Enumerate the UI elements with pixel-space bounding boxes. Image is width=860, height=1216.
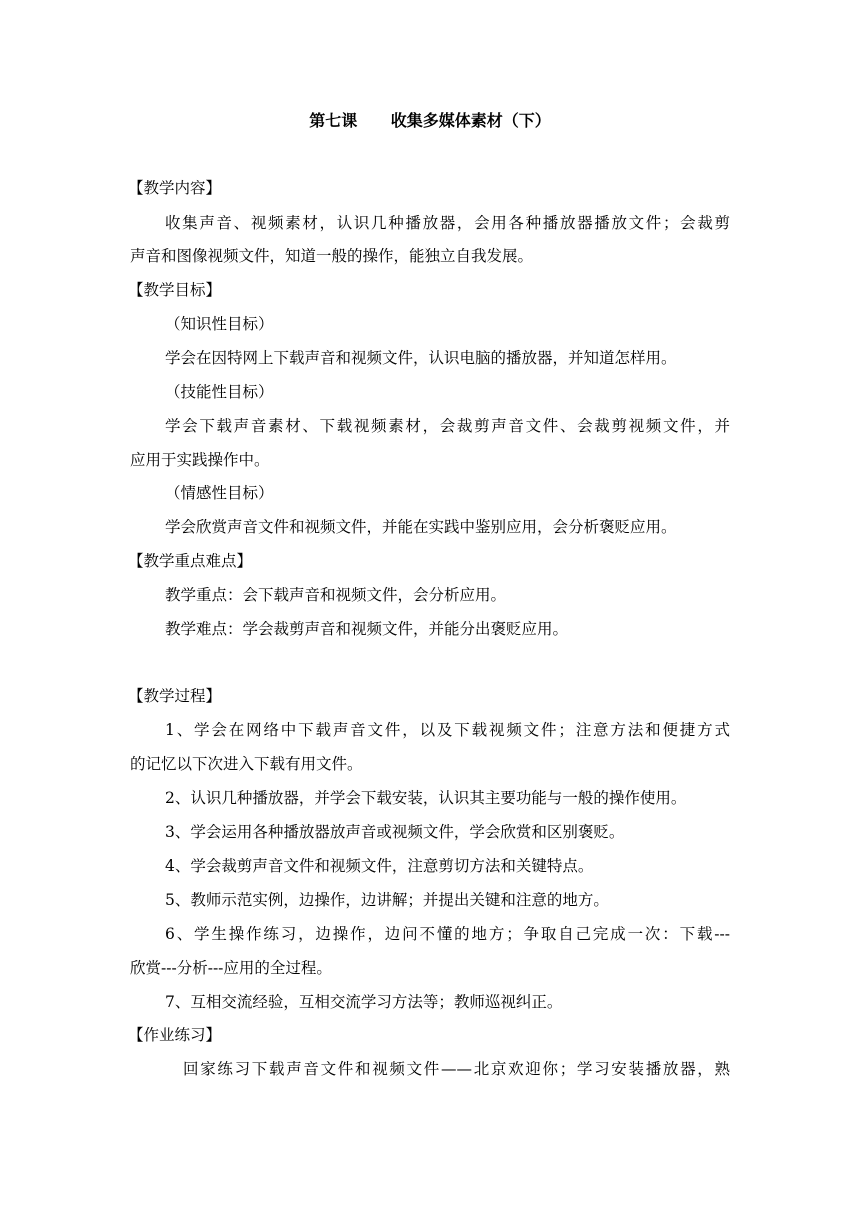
goal-text-knowledge: 学会在因特网上下载声音和视频文件，认识电脑的播放器，并知道怎样用。 xyxy=(165,349,677,367)
process-step: 欣赏---分析---应用的全过程。 xyxy=(130,959,332,977)
process-step: 2、认识几种播放器，并学会下载安装，认识其主要功能与一般的操作使用。 xyxy=(165,789,687,807)
section-heading-goals: 【教学目标】 xyxy=(128,281,222,299)
section-heading-content: 【教学内容】 xyxy=(128,179,222,197)
process-step: 1、学会在网络中下载声音文件，以及下载视频文件；注意方法和便捷方式 xyxy=(165,721,730,739)
process-step: 4、学会裁剪声音文件和视频文件，注意剪切方法和关键特点。 xyxy=(165,857,594,875)
process-step: 5、教师示范实例，边操作，边讲解；并提出关键和注意的地方。 xyxy=(165,891,609,909)
section-heading-process: 【教学过程】 xyxy=(128,687,222,705)
goal-text-skill: 学会下载声音素材、下载视频素材，会裁剪声音文件、会裁剪视频文件，并 xyxy=(165,417,730,435)
process-step: 的记忆以下次进入下载有用文件。 xyxy=(130,755,363,773)
goal-text-skill: 应用于实践操作中。 xyxy=(130,451,270,469)
lesson-title: 第七课 收集多媒体素材（下） xyxy=(309,111,551,130)
goal-label-skill: （技能性目标） xyxy=(165,383,274,401)
process-step: 6、学生操作练习，边操作，边问不懂的地方；争取自己完成一次：下载--- xyxy=(165,925,730,943)
process-step: 3、学会运用各种播放器放声音或视频文件，学会欣赏和区别褒贬。 xyxy=(165,823,625,841)
goal-label-knowledge: （知识性目标） xyxy=(165,315,274,333)
section-heading-key-points: 【教学重点难点】 xyxy=(128,552,253,570)
key-point-text: 教学重点：会下载声音和视频文件，会分析应用。 xyxy=(165,586,507,604)
section-heading-homework: 【作业练习】 xyxy=(128,1026,222,1044)
homework-text-line: 回家练习下载声音文件和视频文件——北京欢迎你；学习安装播放器，熟 xyxy=(183,1060,730,1078)
content-text-line: 声音和图像视频文件，知道一般的操作，能独立自我发展。 xyxy=(130,247,534,265)
process-step: 7、互相交流经验，互相交流学习方法等；教师巡视纠正。 xyxy=(165,993,563,1011)
difficult-point-text: 教学难点：学会裁剪声音和视频文件，并能分出褒贬应用。 xyxy=(165,620,569,638)
goal-text-emotion: 学会欣赏声音文件和视频文件，并能在实践中鉴别应用，会分析褒贬应用。 xyxy=(165,518,677,536)
goal-label-emotion: （情感性目标） xyxy=(165,484,274,502)
content-text-line: 收集声音、视频素材，认识几种播放器，会用各种播放器播放文件；会裁剪 xyxy=(165,214,730,232)
